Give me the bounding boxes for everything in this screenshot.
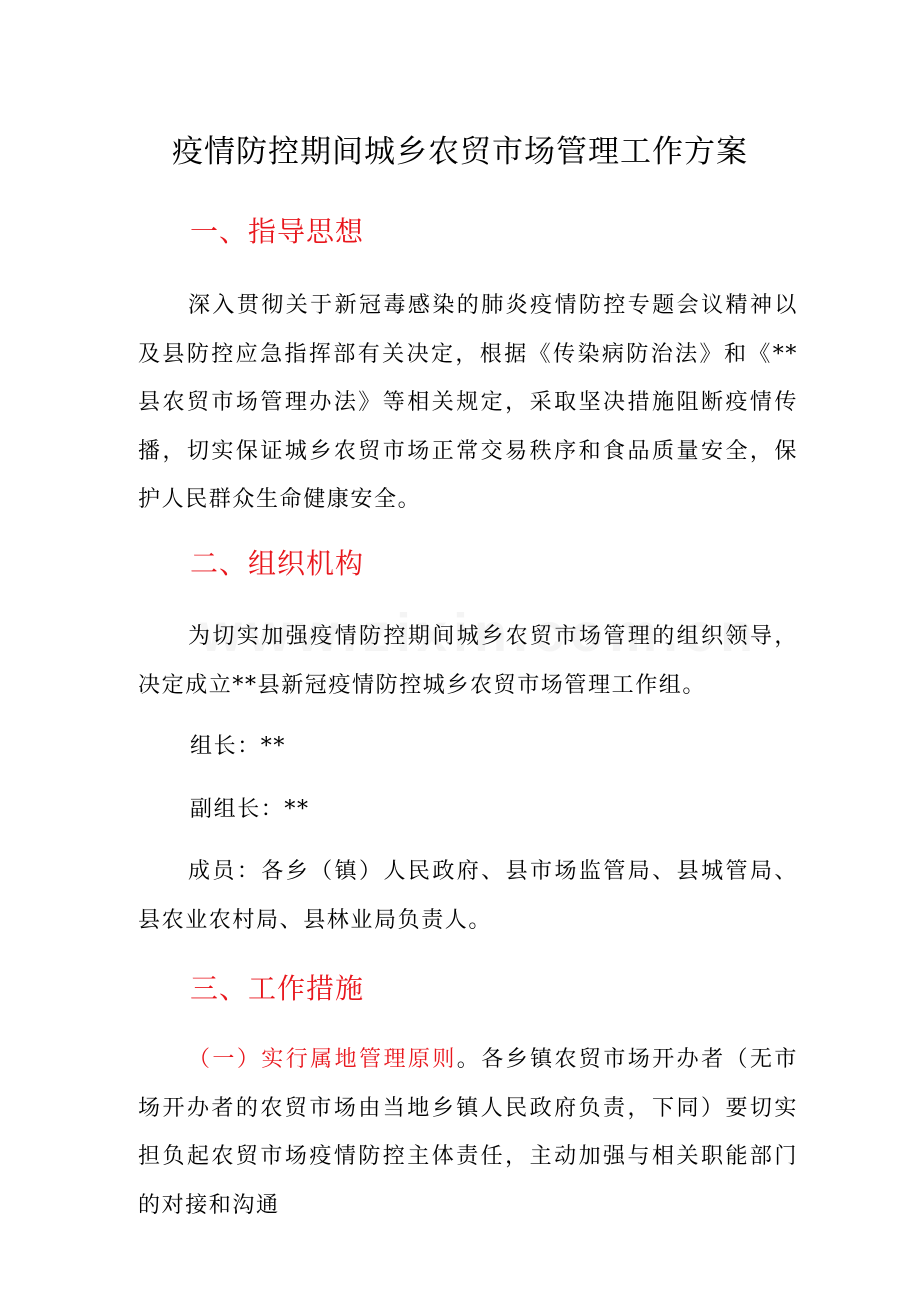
section-heading-guiding-principle: 一、指导思想 (190, 215, 365, 248)
section-heading-measures: 三、工作措施 (190, 972, 365, 1005)
members-line: 成员：各乡（镇）人民政府、县市场监管局、县城管局、县农业农村局、县林业局负责人。 (138, 859, 798, 933)
document-title: 疫情防控期间城乡农贸市场管理工作方案 (172, 134, 748, 170)
measure-item-1-body: 。各乡镇农贸市场开办者（无市场开办者的农贸市场由当地乡镇人民政府负责，下同）要切实担负起农贸市场疫情防控主体责任，主动加强与相关职能部门的对接和沟通 (138, 1047, 798, 1218)
section-organization-body: 为切实加强疫情防控期间城乡农贸市场管理的组织领导，决定成立**县新冠疫情防控城乡农贸市场管理工作组。 (138, 624, 798, 698)
section-guiding-principle-body: 深入贯彻关于新冠毒感染的肺炎疫情防控专题会议精神以及县防控应急指挥部有关决定，根据《传染病防治法》和《**县农贸市场管理办法》等相关规定，采取坚决措施阻断疫情传播，切实保证城乡农贸市场正常交易秩序和食品质量安全，保护人民群众生命健康安全。 (138, 293, 798, 513)
measure-item-1 (138, 1036, 798, 1230)
leader-line: 组长：** (190, 734, 287, 759)
deputy-leader-line: 副组长：** (190, 797, 310, 822)
measure-item-1-lead: （一）实行属地管理原则 (188, 1047, 457, 1072)
section-heading-organization: 二、组织机构 (190, 547, 365, 580)
